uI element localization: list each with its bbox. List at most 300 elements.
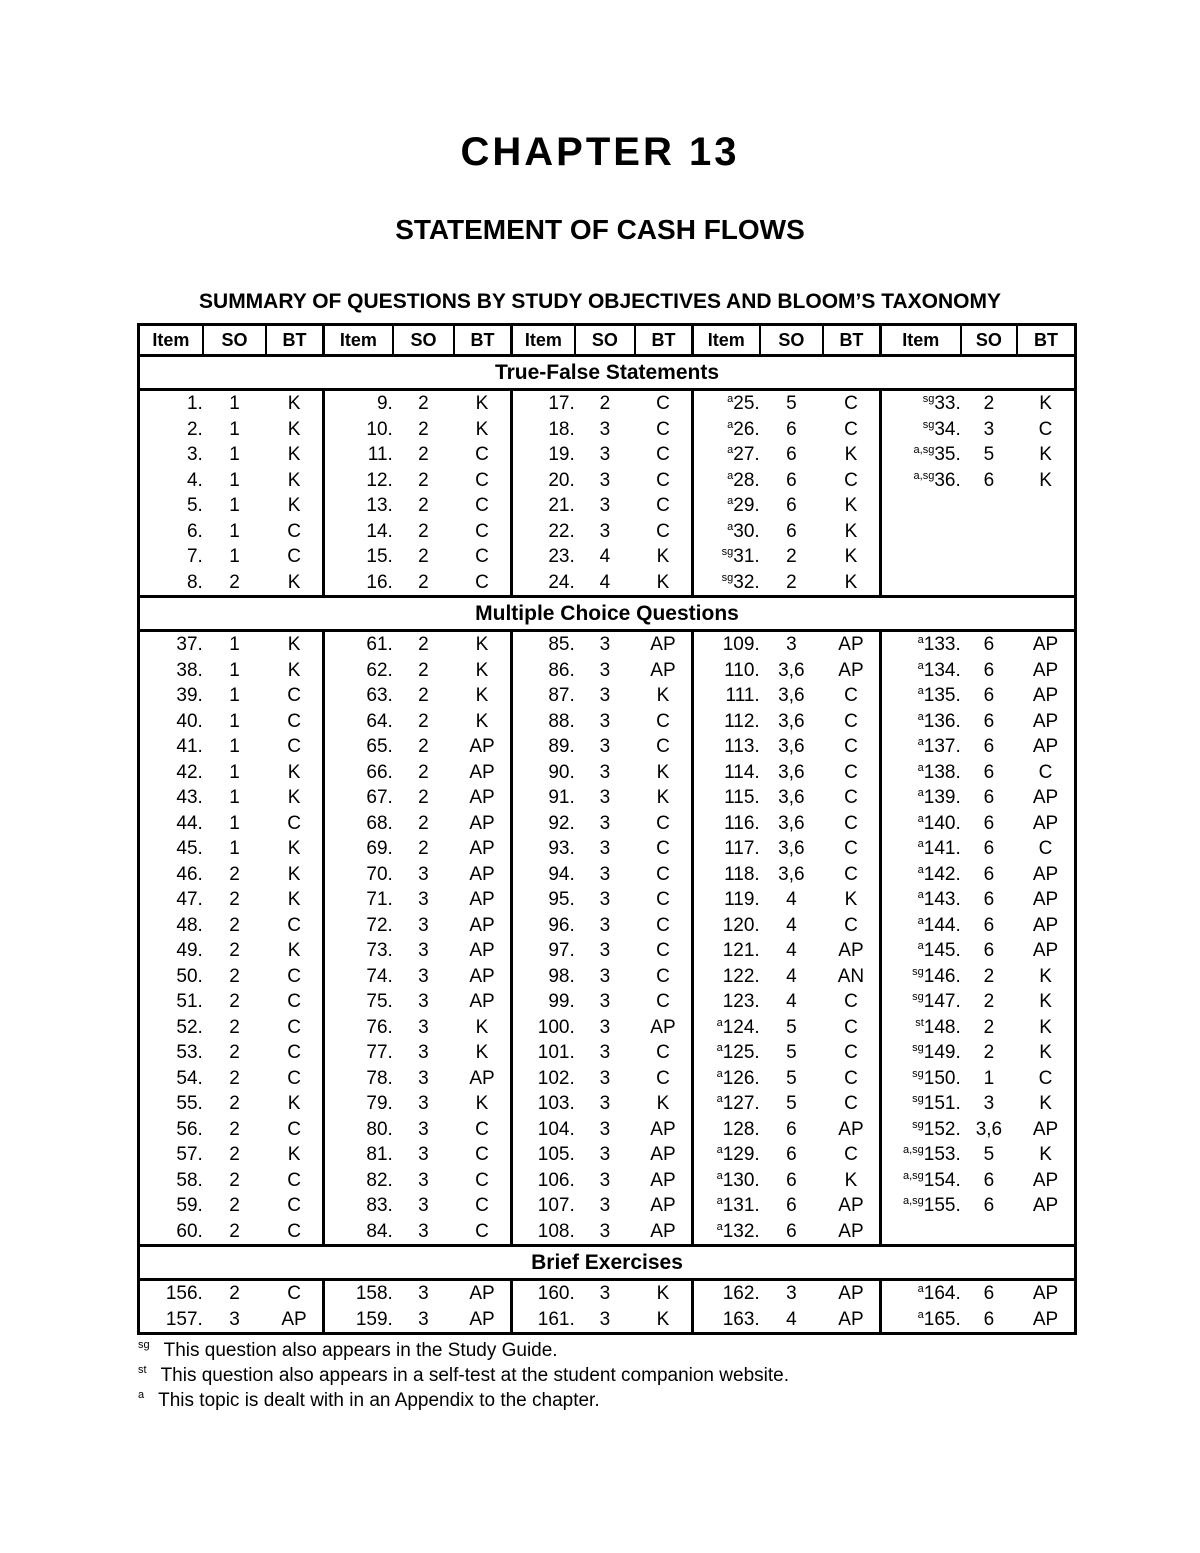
so-cell: 3 xyxy=(599,736,611,757)
item-cell xyxy=(139,862,203,888)
so-cell: 3 xyxy=(599,914,611,936)
item-marker: a xyxy=(917,1283,924,1295)
item-cell xyxy=(323,390,392,417)
column-header-so: SO xyxy=(393,325,454,356)
so-cell: 3 xyxy=(418,863,429,885)
so-cell: 3 xyxy=(599,761,611,783)
so-cell: 2 xyxy=(229,889,240,910)
bt-cell: K xyxy=(1039,965,1052,987)
bt-cell: C xyxy=(287,546,301,567)
so-cell: 1 xyxy=(229,685,240,706)
so-cell: 4 xyxy=(599,571,611,593)
item-cell xyxy=(880,734,960,760)
item-cell xyxy=(139,1280,203,1307)
bt-cell: C xyxy=(287,736,301,757)
item-number: 85. xyxy=(548,634,575,655)
bt-cell: C xyxy=(475,1220,489,1242)
item-cell xyxy=(323,493,392,519)
item-number: 71. xyxy=(366,889,393,910)
bt-cell: K xyxy=(475,685,489,706)
so-cell: 4 xyxy=(786,940,797,961)
so-cell: 2 xyxy=(983,393,995,414)
so-cell: 4 xyxy=(786,1308,797,1330)
item-cell xyxy=(511,836,574,862)
item-cell xyxy=(692,1168,759,1194)
item-cell xyxy=(323,519,392,545)
table-row xyxy=(139,442,1076,468)
chapter-heading: CHAPTER 13 xyxy=(460,130,740,174)
item-number: 95. xyxy=(548,889,575,910)
bt-cell: C xyxy=(656,940,670,961)
bt-cell: K xyxy=(475,1016,489,1038)
item-number: 109. xyxy=(722,634,760,655)
item-marker: a xyxy=(716,1042,723,1054)
item-cell xyxy=(880,683,960,709)
item-cell xyxy=(323,1066,392,1092)
so-cell: 6 xyxy=(983,812,995,834)
item-cell xyxy=(323,887,392,913)
item-cell xyxy=(323,913,392,939)
table-row xyxy=(139,417,1076,443)
bt-cell: K xyxy=(287,787,301,808)
item-cell xyxy=(323,631,392,658)
bt-cell: AP xyxy=(1032,659,1059,681)
bt-cell: C xyxy=(475,571,489,593)
footnote-sg xyxy=(138,1340,558,1362)
bt-cell: K xyxy=(287,889,301,910)
item-marker: a xyxy=(917,634,924,646)
so-cell: 6 xyxy=(786,418,797,440)
so-cell: 3 xyxy=(599,1169,611,1191)
item-cell xyxy=(880,1168,960,1194)
item-cell xyxy=(139,468,203,494)
item-number: 153. xyxy=(923,1144,961,1165)
item-cell xyxy=(692,390,759,417)
item-number: 3. xyxy=(186,444,203,465)
so-cell: 2 xyxy=(229,1067,240,1089)
column-header-so: SO xyxy=(575,325,635,356)
bt-cell: C xyxy=(287,1283,301,1304)
bt-cell: AP xyxy=(838,940,864,961)
bt-cell: K xyxy=(844,1169,858,1191)
item-cell xyxy=(323,442,392,468)
so-cell: 3 xyxy=(599,520,611,542)
bt-cell: K xyxy=(656,1308,670,1330)
bt-cell: AP xyxy=(469,1067,495,1089)
so-cell: 1 xyxy=(229,393,240,414)
item-number: 40. xyxy=(176,710,203,732)
bt-cell: K xyxy=(1039,469,1052,491)
section-title: Multiple Choice Questions xyxy=(139,597,1076,631)
so-cell: 6 xyxy=(983,469,995,491)
item-number: 99. xyxy=(548,991,575,1012)
item-cell xyxy=(511,1219,574,1246)
item-number: 34. xyxy=(934,418,961,440)
bt-cell: C xyxy=(656,495,670,516)
item-cell xyxy=(323,811,392,837)
item-number: 20. xyxy=(548,469,575,491)
table-row xyxy=(139,1280,1076,1307)
bt-cell: C xyxy=(656,1067,670,1089)
item-cell xyxy=(880,1307,960,1334)
item-number: 56. xyxy=(176,1118,203,1140)
so-cell: 6 xyxy=(983,838,995,859)
column-header-item: Item xyxy=(139,325,203,356)
so-cell: 3,6 xyxy=(778,761,805,783)
so-cell: 3 xyxy=(599,1195,611,1216)
footnote-mark: sg xyxy=(138,1339,150,1351)
so-cell: 2 xyxy=(418,520,429,542)
bt-cell: AP xyxy=(838,1195,864,1216)
section-row xyxy=(139,597,1076,631)
item-cell xyxy=(880,989,960,1015)
item-cell xyxy=(323,785,392,811)
item-cell xyxy=(692,709,759,735)
item-number: 43. xyxy=(176,787,203,808)
item-number: 156. xyxy=(165,1283,203,1304)
item-cell xyxy=(692,1280,759,1307)
so-cell: 3 xyxy=(418,1220,429,1242)
so-cell: 1 xyxy=(229,520,240,542)
bt-cell: AP xyxy=(1032,634,1059,655)
item-cell xyxy=(511,683,574,709)
so-cell: 6 xyxy=(983,1195,995,1216)
item-number: 10. xyxy=(366,418,393,440)
item-marker: a xyxy=(716,1220,723,1233)
bt-cell: C xyxy=(656,710,670,732)
so-cell: 6 xyxy=(786,1220,797,1242)
bt-cell: C xyxy=(656,965,670,987)
item-cell xyxy=(139,519,203,545)
item-number: 75. xyxy=(366,991,393,1012)
bt-cell: C xyxy=(844,787,858,808)
bt-cell: K xyxy=(287,571,301,593)
column-header-item: Item xyxy=(511,325,574,356)
bt-cell: K xyxy=(287,444,301,465)
item-marker: a xyxy=(716,1067,723,1080)
table-row xyxy=(139,709,1076,735)
item-number: 130. xyxy=(722,1169,760,1191)
item-number: 165. xyxy=(923,1308,961,1330)
item-marker: sg xyxy=(721,546,734,558)
bt-cell: AP xyxy=(469,1308,495,1330)
item-marker: a xyxy=(917,838,924,850)
table-row xyxy=(139,938,1076,964)
table-row xyxy=(139,1193,1076,1219)
item-number: 159. xyxy=(355,1308,393,1330)
item-cell xyxy=(323,658,392,684)
item-number: 155. xyxy=(923,1195,961,1216)
so-cell: 3 xyxy=(599,659,611,681)
so-cell: 2 xyxy=(418,571,429,593)
item-cell xyxy=(511,1307,574,1334)
item-number: 154. xyxy=(923,1169,961,1191)
so-cell: 2 xyxy=(229,1283,240,1304)
item-number: 131. xyxy=(722,1195,760,1216)
bt-cell: C xyxy=(475,495,489,516)
bt-cell: K xyxy=(287,1144,301,1165)
item-number: 133. xyxy=(923,634,961,655)
item-cell xyxy=(692,887,759,913)
bt-cell: K xyxy=(475,710,489,732)
so-cell: 4 xyxy=(599,546,611,567)
item-cell xyxy=(323,570,392,597)
item-number: 17. xyxy=(548,393,575,414)
item-number: 141. xyxy=(923,838,961,859)
summary-title: SUMMARY OF QUESTIONS BY STUDY OBJECTIVES AND BLOOM’S TAXONOMY xyxy=(199,290,1001,313)
item-cell xyxy=(139,544,203,570)
item-cell xyxy=(692,1091,759,1117)
item-number: 101. xyxy=(537,1042,575,1063)
item-cell xyxy=(692,836,759,862)
item-cell xyxy=(139,570,203,597)
column-header-bt: BT xyxy=(266,325,323,356)
item-number: 103. xyxy=(537,1093,575,1114)
bt-cell: K xyxy=(1039,1093,1052,1114)
item-number: 108. xyxy=(537,1220,575,1242)
bt-cell: C xyxy=(844,1042,858,1063)
bt-cell: K xyxy=(287,838,301,859)
so-cell: 3 xyxy=(599,863,611,885)
item-cell xyxy=(880,1142,960,1168)
so-cell: 3 xyxy=(418,1042,429,1063)
section-row xyxy=(139,356,1076,390)
bt-cell: C xyxy=(844,991,858,1012)
item-number: 2. xyxy=(186,418,203,440)
bt-cell: C xyxy=(1038,761,1053,783)
bt-cell: K xyxy=(656,685,670,706)
item-cell xyxy=(880,1219,960,1246)
item-number: 84. xyxy=(366,1220,393,1242)
item-number: 162. xyxy=(722,1283,760,1304)
item-cell xyxy=(323,683,392,709)
bt-cell: C xyxy=(1038,838,1053,859)
item-number: 163. xyxy=(722,1308,760,1330)
so-cell: 3 xyxy=(418,1169,429,1191)
bt-cell: C xyxy=(475,1169,489,1191)
item-number: 136. xyxy=(923,710,961,732)
item-number: 146. xyxy=(923,965,961,987)
so-cell: 1 xyxy=(229,469,240,491)
so-cell: 6 xyxy=(786,444,797,465)
item-number: 100. xyxy=(537,1016,575,1038)
column-header-bt: BT xyxy=(454,325,511,356)
so-cell: 3,6 xyxy=(778,863,805,885)
so-cell xyxy=(961,1219,1017,1246)
item-marker: sg xyxy=(912,1042,924,1054)
item-cell xyxy=(692,1040,759,1066)
so-cell: 1 xyxy=(229,787,240,808)
so-cell: 6 xyxy=(786,469,797,491)
bt-cell: K xyxy=(656,761,670,783)
item-cell xyxy=(880,468,960,494)
table-row xyxy=(139,989,1076,1015)
item-marker: a xyxy=(917,710,924,723)
bt-cell: K xyxy=(287,659,301,681)
bt-cell: K xyxy=(475,1042,489,1063)
item-cell xyxy=(692,1142,759,1168)
table-header-row xyxy=(139,325,1076,356)
footnote-text: This question also appears in a self-test at the student companion website. xyxy=(160,1365,789,1386)
so-cell: 3 xyxy=(599,634,611,655)
table-row xyxy=(139,390,1076,417)
item-cell xyxy=(880,417,960,443)
so-cell: 6 xyxy=(786,520,797,542)
item-number: 55. xyxy=(176,1093,203,1114)
item-cell xyxy=(880,493,960,519)
so-cell: 5 xyxy=(786,1093,797,1114)
item-number: 50. xyxy=(176,965,203,987)
bt-cell: C xyxy=(475,546,489,567)
bt-cell: K xyxy=(1039,1042,1052,1063)
item-cell xyxy=(880,913,960,939)
item-cell xyxy=(511,1040,574,1066)
item-cell xyxy=(323,1142,392,1168)
item-number: 37. xyxy=(176,634,203,655)
item-cell xyxy=(511,417,574,443)
item-cell xyxy=(139,1142,203,1168)
item-cell xyxy=(139,442,203,468)
so-cell: 2 xyxy=(229,1016,240,1038)
item-number: 66. xyxy=(366,761,393,783)
so-cell: 1 xyxy=(229,761,240,783)
item-number: 164. xyxy=(923,1283,961,1304)
item-number: 149. xyxy=(923,1042,961,1063)
item-number: 145. xyxy=(923,940,961,961)
item-number: 79. xyxy=(366,1093,393,1114)
item-number: 72. xyxy=(366,914,393,936)
so-cell: 3,6 xyxy=(975,1118,1003,1140)
item-cell xyxy=(880,1015,960,1041)
item-cell xyxy=(511,862,574,888)
bt-cell: C xyxy=(656,914,670,936)
so-cell: 3 xyxy=(786,1283,797,1304)
so-cell: 3 xyxy=(418,940,429,961)
so-cell: 3 xyxy=(599,418,611,440)
item-number: 54. xyxy=(176,1067,203,1089)
bt-cell: K xyxy=(844,495,858,516)
item-cell xyxy=(880,862,960,888)
item-number: 112. xyxy=(724,710,760,732)
item-cell xyxy=(139,989,203,1015)
so-cell: 3 xyxy=(418,1283,429,1304)
so-cell: 6 xyxy=(983,1283,995,1304)
item-number: 124. xyxy=(722,1016,760,1038)
section-title: True-False Statements xyxy=(139,356,1076,390)
bt-cell: AP xyxy=(1032,889,1059,910)
item-cell xyxy=(139,417,203,443)
item-number: 25. xyxy=(733,393,760,414)
bt-cell: C xyxy=(475,520,489,542)
so-cell: 6 xyxy=(983,761,995,783)
item-number: 105. xyxy=(537,1144,575,1165)
bt-cell: C xyxy=(844,863,858,885)
footnote-st xyxy=(138,1365,789,1387)
item-marker: a xyxy=(727,444,734,456)
bt-cell: AP xyxy=(1032,736,1059,757)
item-cell xyxy=(139,493,203,519)
item-number: 111. xyxy=(725,685,760,706)
item-number: 152. xyxy=(923,1118,961,1140)
item-cell xyxy=(880,811,960,837)
bt-cell: AP xyxy=(1032,1308,1059,1330)
column-header-item: Item xyxy=(692,325,759,356)
item-cell xyxy=(139,683,203,709)
bt-cell: K xyxy=(287,393,301,414)
bt-cell: K xyxy=(844,520,858,542)
item-cell xyxy=(139,631,203,658)
so-cell: 3 xyxy=(786,634,797,655)
so-cell: 3 xyxy=(599,1308,611,1330)
item-number: 82. xyxy=(366,1169,393,1191)
so-cell: 3 xyxy=(599,1144,611,1165)
bt-cell: AP xyxy=(1032,1169,1059,1191)
item-marker: a xyxy=(716,1169,723,1182)
item-cell xyxy=(323,938,392,964)
item-number: 90. xyxy=(548,761,575,783)
bt-cell: K xyxy=(1039,444,1052,465)
item-number: 24. xyxy=(548,571,575,593)
item-number: 86. xyxy=(548,659,575,681)
item-number: 88. xyxy=(548,710,575,732)
bt-cell: K xyxy=(656,546,670,567)
item-number: 61. xyxy=(366,634,393,655)
item-cell xyxy=(511,913,574,939)
item-cell xyxy=(692,544,759,570)
so-cell: 2 xyxy=(229,914,240,936)
bt-cell: C xyxy=(656,1042,670,1063)
bt-cell: C xyxy=(844,838,858,859)
so-cell: 2 xyxy=(229,1093,240,1114)
bt-cell: C xyxy=(656,393,670,414)
bt-cell: K xyxy=(844,889,858,910)
bt-cell: C xyxy=(844,393,858,414)
so-cell: 2 xyxy=(229,1195,240,1216)
item-marker: a xyxy=(727,469,734,482)
bt-cell xyxy=(1017,493,1075,519)
bt-cell: AP xyxy=(469,761,495,783)
bt-cell: C xyxy=(475,1195,489,1216)
item-marker: a xyxy=(727,495,734,507)
table-row xyxy=(139,913,1076,939)
bt-cell: AP xyxy=(469,736,495,757)
item-cell xyxy=(511,519,574,545)
bt-cell: C xyxy=(844,1144,858,1165)
bt-cell: AP xyxy=(1032,863,1059,885)
item-number: 44. xyxy=(176,812,203,834)
bt-cell: K xyxy=(475,1093,489,1114)
table-row xyxy=(139,1040,1076,1066)
bt-cell: AP xyxy=(650,1220,676,1242)
item-cell xyxy=(692,1193,759,1219)
bt-cell: K xyxy=(844,444,858,465)
item-number: 1. xyxy=(186,393,203,414)
bt-cell: K xyxy=(1039,393,1052,414)
bt-cell: K xyxy=(287,495,301,516)
table-row xyxy=(139,734,1076,760)
bt-cell: AP xyxy=(469,863,495,885)
so-cell: 3,6 xyxy=(778,787,805,808)
bt-cell: C xyxy=(475,1118,489,1140)
bt-cell: AP xyxy=(1032,710,1059,732)
item-cell xyxy=(511,493,574,519)
item-cell xyxy=(692,1117,759,1143)
so-cell: 3 xyxy=(983,1093,995,1114)
footnote-text: This topic is dealt with in an Appendix to the chapter. xyxy=(158,1390,600,1411)
item-cell xyxy=(511,658,574,684)
item-number: 8. xyxy=(186,571,203,593)
section-row xyxy=(139,1246,1076,1280)
